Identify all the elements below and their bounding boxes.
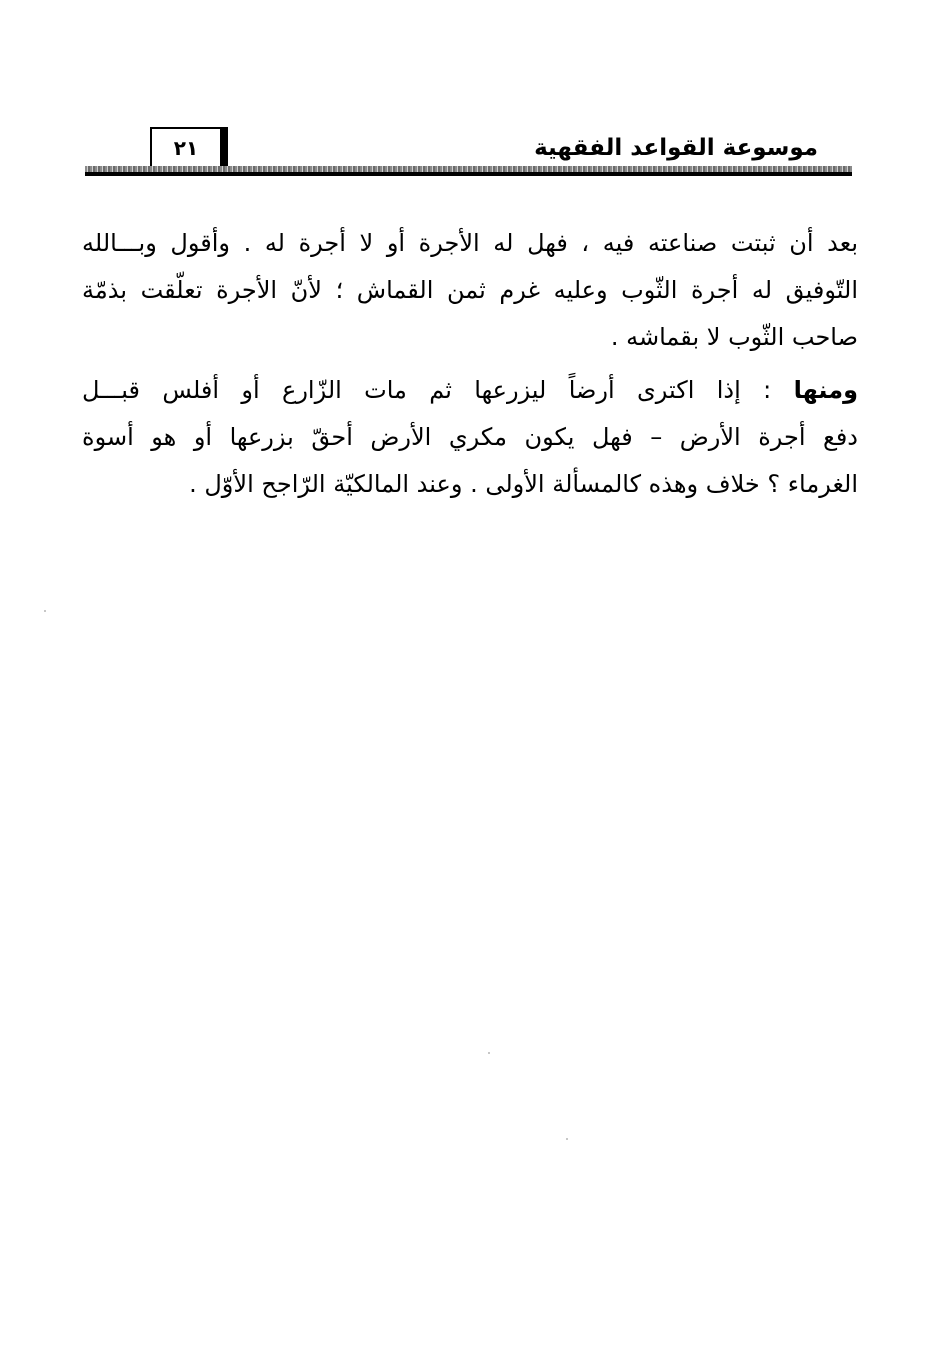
paragraph-1 [82,220,858,361]
lead-word: ومنها [793,376,858,404]
page-number: ٢١ [173,136,199,160]
scan-speck [566,1138,568,1140]
book-title: موسوعة القواعد الفقهية [534,135,818,161]
text-line: دفع أجرة الأرض – فهل يكون مكري الأرض أحقّ بزرعها أو هو أسوة [82,423,858,451]
page-number-box [150,127,228,166]
text-line: الغرماء ؟ خلاف وهذه كالمسألة الأولى . وعند المالكيّة الرّاجح الأوّل . [189,470,858,498]
text-line: التّوفيق له أجرة الثّوب وعليه غرم ثمن القماش ؛ لأنّ الأجرة تعلّقت بذمّة [82,276,858,304]
text-line: بعد أن ثبتت صناعته فيه ، فهل له الأجرة أو لا أجرة له . وأقول وبـــالله [82,229,858,257]
text-line [82,367,858,414]
page-body [82,220,858,508]
text-line-rest: : إذا اكترى أرضاً ليزرعها ثم مات الزّارع أو أفلس قبـــل [82,376,794,404]
scan-speck [488,1052,490,1054]
text-line: صاحب الثّوب لا بقماشه . [610,323,858,351]
header-rule-line [85,172,852,176]
paragraph-2 [82,367,858,508]
scan-speck [44,610,46,612]
